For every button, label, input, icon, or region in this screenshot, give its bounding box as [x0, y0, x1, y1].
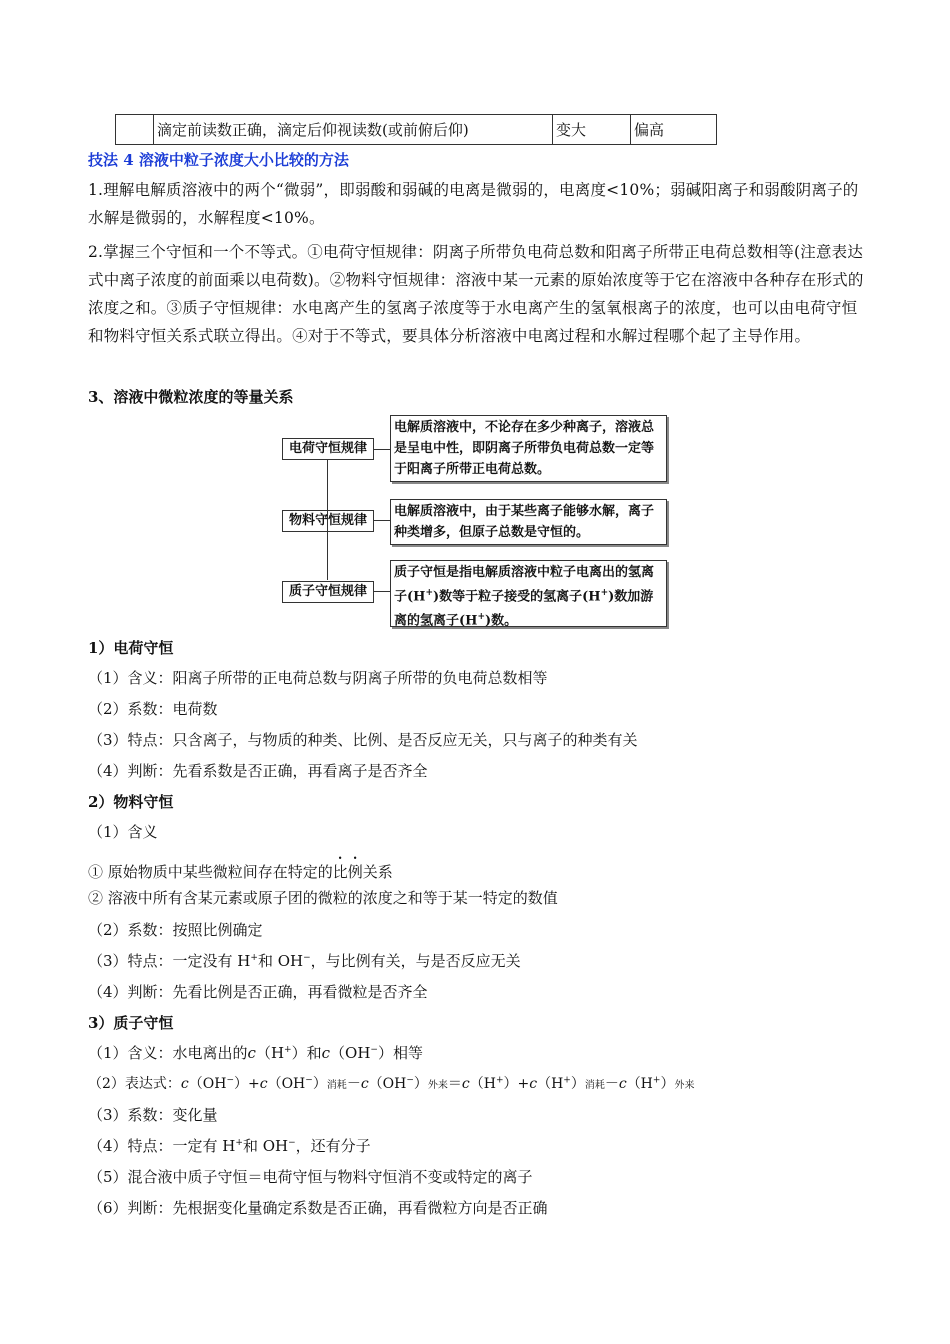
material-meaning: （1）含义	[88, 823, 158, 841]
material-meaning-1: ① 原始物质中某些微粒间存在特定的比例关系	[88, 863, 393, 881]
charge-coefficient: （2）系数：电荷数	[88, 700, 218, 718]
proton-feature: （4）特点：一定有 H+和 OH−，还有分子	[88, 1137, 371, 1155]
desc-box-charge: 电解质溶液中，不论存在多少种离子，溶液总是呈电中性，即阴离子所带负电荷总数一定等于阳离子所带正电荷总数。	[390, 415, 667, 482]
technique4-paragraph-1: 1.理解电解质溶液中的两个“微弱”，即弱酸和弱碱的电离是微弱的，电离度<10%；弱碱阳离子和弱酸阴离子的水解是微弱的，水解程度<10%。	[88, 181, 859, 227]
charge-judgement: （4）判断：先看系数是否正确，再看离子是否齐全	[88, 762, 428, 780]
technique4-heading: 技法 4 溶液中粒子浓度大小比较的方法	[88, 151, 349, 169]
material-coefficient: （2）系数：按照比例确定	[88, 921, 263, 939]
rule-box-proton: 质子守恒规律	[282, 581, 374, 603]
desc-box-proton: 质子守恒是指电解质溶液中粒子电离出的氢离子(H+)数等于粒子接受的氢离子(H+)数加游离的氢离子(H+)数。	[390, 560, 667, 627]
rule-box-charge: 电荷守恒规律	[282, 438, 374, 460]
table-cell-change: 变大	[553, 115, 631, 145]
proton-expression: （2）表达式：c（OH−）+c（OH−）消耗－c（OH−）外来＝c（H+）+c（H+）消耗－c（H+）外来	[88, 1075, 695, 1092]
table-cell-result: 偏高	[631, 115, 717, 145]
reading-error-table	[115, 114, 717, 145]
material-heading: 2）物料守恒	[88, 793, 174, 811]
charge-heading: 1）电荷守恒	[88, 639, 174, 657]
diagram-connector-2	[373, 520, 390, 521]
material-feature: （3）特点：一定没有 H+和 OH−，与比例有关，与是否反应无关	[88, 952, 521, 970]
proton-coefficient: （3）系数：变化量	[88, 1106, 218, 1124]
proton-meaning: （1）含义：水电离出的c（H+）和c（OH−）相等	[88, 1044, 423, 1062]
proton-mixed-solution: （5）混合液中质子守恒＝电荷守恒与物料守恒消不变或特定的离子	[88, 1168, 533, 1186]
charge-meaning: （1）含义：阳离子所带的正电荷总数与阴离子所带的负电荷总数相等	[88, 669, 548, 687]
emphasized-ratio: 比例	[332, 863, 363, 881]
table-cell-empty	[116, 115, 154, 145]
section3-heading: 3、溶液中微粒浓度的等量关系	[88, 388, 294, 406]
diagram-connector-3	[373, 591, 390, 592]
charge-feature: （3）特点：只含离子，与物质的种类、比例、是否反应无关，只与离子的种类有关	[88, 731, 638, 749]
diagram-connector-1	[373, 449, 390, 450]
desc-box-material: 电解质溶液中，由于某些离子能够水解，离子种类增多，但原子总数是守恒的。	[390, 499, 667, 545]
proton-judgement: （6）判断：先根据变化量确定系数是否正确，再看微粒方向是否正确	[88, 1199, 548, 1217]
rule-box-material: 物料守恒规律	[282, 510, 374, 532]
table-cell-operation: 滴定前读数正确，滴定后仰视读数(或前俯后仰)	[154, 115, 553, 145]
proton-heading: 3）质子守恒	[88, 1014, 174, 1032]
table-row	[116, 115, 717, 145]
technique4-paragraph-2: 2.掌握三个守恒和一个不等式。①电荷守恒规律：阴离子所带负电荷总数和阳离子所带正电荷总数相等(注意表达式中离子浓度的前面乘以电荷数)。②物料守恒规律：溶液中某一元素的原始浓度等于它在溶液中各种存在形式的浓度之和。③质子守恒规律：水电离产生的氢离子浓度等于水电离产生的氢氧根离子的浓度，也可以由电荷守恒和物料守恒关系式联立得出。④对于不等式，要具体分析溶液中电离过程和水解过程哪个起了主导作用。	[88, 243, 864, 345]
material-judgement: （4）判断：先看比例是否正确，再看微粒是否齐全	[88, 983, 428, 1001]
material-meaning-2: ② 溶液中所有含某元素或原子团的微粒的浓度之和等于某一特定的数值	[88, 889, 558, 907]
